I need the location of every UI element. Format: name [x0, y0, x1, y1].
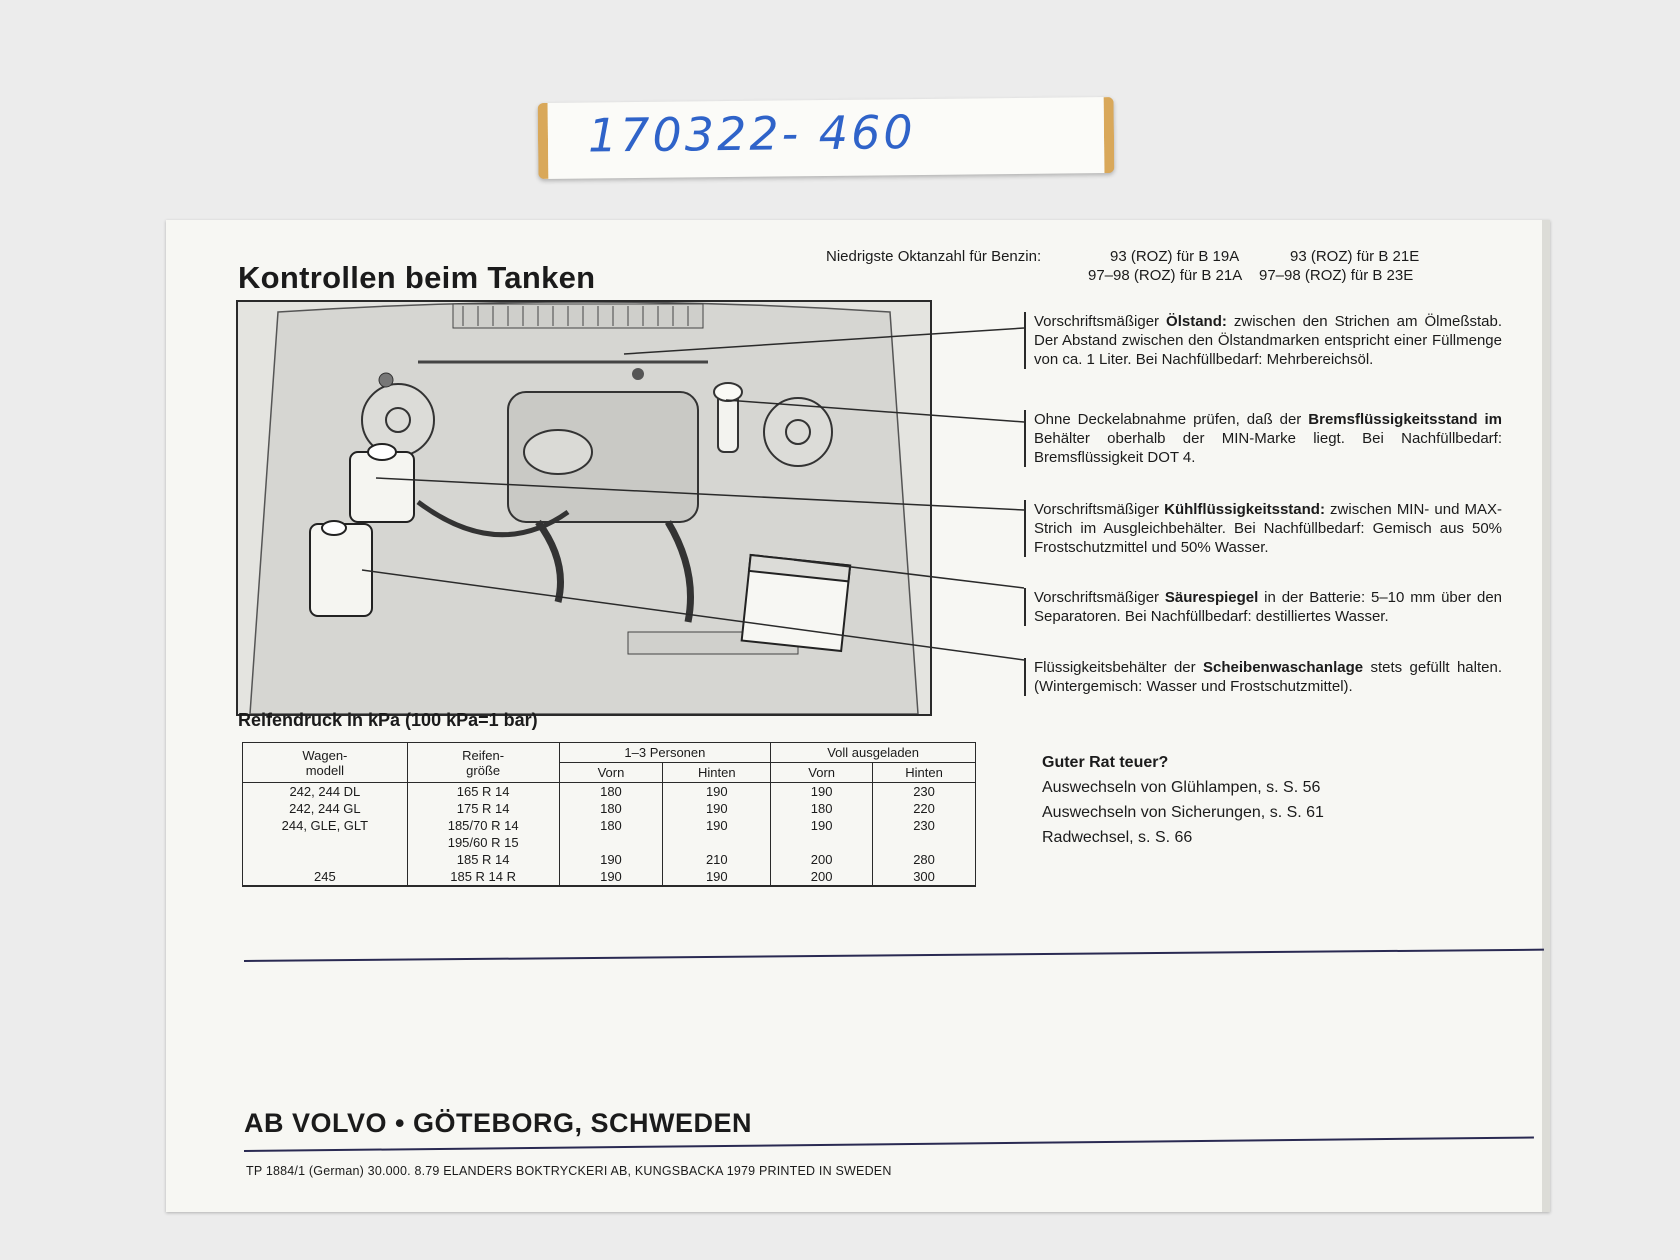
divider-line — [244, 949, 1544, 962]
table-row: 195/60 R 15 — [243, 834, 976, 851]
table-row: 244, GLE, GLT 185/70 R 14 180 190 190 230 — [243, 817, 976, 834]
archive-label-strip — [538, 97, 1115, 179]
check-text: in der Batterie: 5–10 mm über den Separatoren. Bei Nachfüllbedarf: destilliertes Wasser. — [1034, 589, 1503, 625]
check-keyword: Ölstand: — [1166, 313, 1227, 330]
engine-bay-drawing — [238, 302, 930, 714]
check-text: Vorschriftsmäßiger — [1034, 501, 1165, 518]
manual-back-page — [166, 220, 1550, 1212]
header-front: Vorn — [559, 763, 663, 783]
octane-value: 97–98 (ROZ) für B 21A — [1088, 267, 1243, 284]
octane-value: 93 (ROZ) für B 19A — [1110, 248, 1240, 265]
octane-label: Niedrigste Oktanzahl für Benzin: — [826, 248, 1042, 265]
check-keyword: Bremsflüssigkeitsstand im — [1308, 411, 1503, 428]
check-battery-acid — [1024, 588, 1502, 626]
header-rear: Hinten — [663, 763, 771, 783]
table-row: 185 R 14 190 210 200 280 — [243, 851, 976, 868]
check-keyword: Kühlflüssigkeitsstand: — [1164, 501, 1325, 518]
table-row: 242, 244 GL 175 R 14 180 190 180 220 — [243, 800, 976, 817]
check-text: Vorschriftsmäßiger — [1034, 313, 1167, 330]
table-row: 245 185 R 14 R 190 190 200 300 — [243, 868, 976, 886]
header-group-full-load: Voll ausgeladen — [771, 743, 976, 763]
page-title: Kontrollen beim Tanken — [238, 260, 596, 295]
check-text: zwischen den Strichen am Ölmeßstab. Der Abstand zwischen den Ölstandmarken entspricht einer Füllmenge von ca. 1 Liter. Bei Nachfüllbedarf: Mehrbereichsöl. — [1034, 313, 1502, 368]
engine-bay-illustration — [236, 300, 932, 716]
print-imprint: TP 1884/1 (German) 30.000. 8.79 ELANDERS BOKTRYCKERI AB, KUNGSBACKA 1979 PRINTED IN SWEDEN — [246, 1164, 892, 1178]
check-coolant — [1024, 500, 1502, 557]
check-washer-fluid — [1024, 658, 1502, 696]
publisher-name: AB VOLVO • GÖTEBORG, SCHWEDEN — [244, 1108, 752, 1138]
check-text: Ohne Deckelabnahme prüfen, daß der — [1034, 411, 1309, 428]
check-text: Behälter oberhalb der MIN-Marke liegt. Bei Nachfüllbedarf: Bremsflüssigkeit DOT 4. — [1034, 430, 1502, 466]
check-text: Flüssigkeitsbehälter der — [1034, 659, 1204, 676]
check-oil-level — [1024, 312, 1502, 369]
check-brake-fluid — [1024, 410, 1502, 467]
check-text: zwischen MIN- und MAX-Strich im Ausgleichbehälter. Bei Nachfüllbedarf: Gemisch aus 50% Frostschutzmittel und 50% Wasser. — [1034, 501, 1502, 556]
tire-pressure-table — [242, 742, 976, 887]
check-text: Vorschriftsmäßiger — [1034, 589, 1165, 606]
table-row: 242, 244 DL 165 R 14 180 190 190 230 — [243, 783, 976, 801]
advice-item: Auswechseln von Glühlampen, s. S. 56 — [1042, 779, 1321, 796]
advice-box — [1042, 750, 1324, 850]
header-front: Vorn — [771, 763, 873, 783]
check-keyword: Scheibenwaschanlage — [1203, 659, 1364, 676]
octane-value: 93 (ROZ) für B 21E — [1290, 248, 1420, 265]
handwritten-archive-number: 170322- 460 — [587, 105, 916, 163]
header-rear: Hinten — [873, 763, 976, 783]
check-keyword: Säurespiegel — [1164, 589, 1259, 606]
tire-pressure-title: Reifendruck in kPa (100 kPa=1 bar) — [238, 710, 538, 730]
octane-value: 97–98 (ROZ) für B 23E — [1259, 267, 1414, 284]
advice-item: Auswechseln von Sicherungen, s. S. 61 — [1042, 804, 1324, 821]
advice-heading: Guter Rat teuer? — [1042, 754, 1169, 771]
advice-item: Radwechsel, s. S. 66 — [1042, 829, 1193, 846]
header-model: Wagen- modell — [243, 743, 408, 783]
check-text: stets gefüllt halten. (Wintergemisch: Wasser und Frostschutzmittel). — [1034, 659, 1502, 695]
header-tire-size: Reifen- größe — [407, 743, 559, 783]
header-group-1-3-persons: 1–3 Personen — [559, 743, 771, 763]
